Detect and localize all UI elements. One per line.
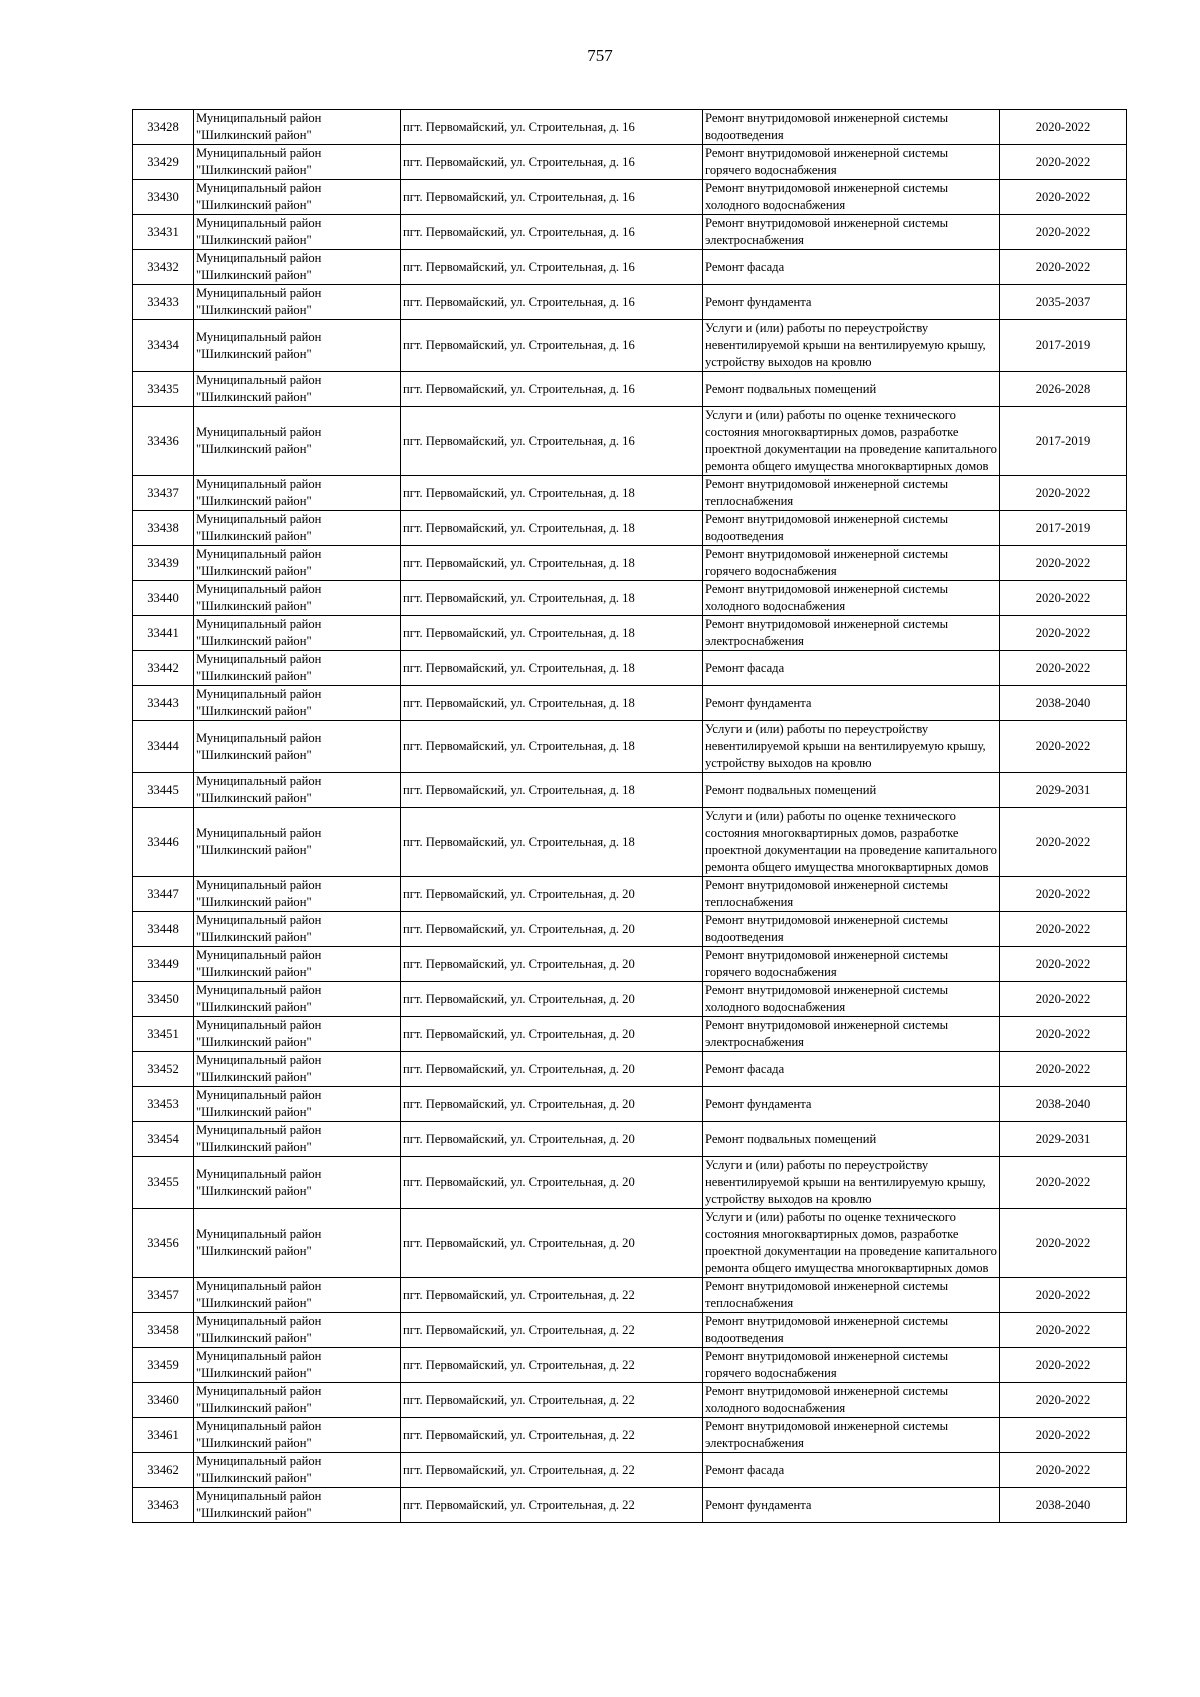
table-row xyxy=(133,1209,1127,1278)
address-cell: пгт. Первомайский, ул. Строительная, д. 22 xyxy=(401,1383,703,1418)
table-row xyxy=(133,250,1127,285)
municipality-cell: Муниципальный район "Шилкинский район" xyxy=(194,1453,401,1488)
row-number-cell: 33458 xyxy=(133,1313,194,1348)
period-cell: 2020-2022 xyxy=(1000,546,1127,581)
table-row xyxy=(133,1278,1127,1313)
address-cell: пгт. Первомайский, ул. Строительная, д. 18 xyxy=(401,546,703,581)
work-type-cell: Ремонт внутридомовой инженерной системы теплоснабжения xyxy=(703,877,1000,912)
row-number-cell: 33436 xyxy=(133,407,194,476)
row-number-cell: 33459 xyxy=(133,1348,194,1383)
period-cell: 2020-2022 xyxy=(1000,1209,1127,1278)
period-cell: 2038-2040 xyxy=(1000,1488,1127,1523)
address-cell: пгт. Первомайский, ул. Строительная, д. 18 xyxy=(401,651,703,686)
row-number-cell: 33451 xyxy=(133,1017,194,1052)
table-row xyxy=(133,1418,1127,1453)
address-cell: пгт. Первомайский, ул. Строительная, д. 20 xyxy=(401,982,703,1017)
table-row xyxy=(133,877,1127,912)
address-cell: пгт. Первомайский, ул. Строительная, д. 20 xyxy=(401,1209,703,1278)
row-number-cell: 33463 xyxy=(133,1488,194,1523)
period-cell: 2020-2022 xyxy=(1000,250,1127,285)
municipality-cell: Муниципальный район "Шилкинский район" xyxy=(194,215,401,250)
work-type-cell: Ремонт внутридомовой инженерной системы водоотведения xyxy=(703,912,1000,947)
period-cell: 2020-2022 xyxy=(1000,1157,1127,1209)
work-type-cell: Ремонт внутридомовой инженерной системы холодного водоснабжения xyxy=(703,581,1000,616)
table-row xyxy=(133,1313,1127,1348)
row-number-cell: 33460 xyxy=(133,1383,194,1418)
table-row xyxy=(133,982,1127,1017)
row-number-cell: 33456 xyxy=(133,1209,194,1278)
table-row xyxy=(133,372,1127,407)
address-cell: пгт. Первомайский, ул. Строительная, д. 18 xyxy=(401,616,703,651)
table-row xyxy=(133,476,1127,511)
row-number-cell: 33449 xyxy=(133,947,194,982)
municipality-cell: Муниципальный район "Шилкинский район" xyxy=(194,250,401,285)
municipality-cell: Муниципальный район "Шилкинский район" xyxy=(194,1017,401,1052)
work-type-cell: Ремонт фасада xyxy=(703,651,1000,686)
table-row xyxy=(133,145,1127,180)
work-type-cell: Ремонт фасада xyxy=(703,1052,1000,1087)
municipality-cell: Муниципальный район "Шилкинский район" xyxy=(194,1418,401,1453)
table-row xyxy=(133,1453,1127,1488)
work-type-cell: Ремонт фундамента xyxy=(703,1488,1000,1523)
row-number-cell: 33433 xyxy=(133,285,194,320)
work-type-cell: Ремонт внутридомовой инженерной системы электроснабжения xyxy=(703,1017,1000,1052)
table-row xyxy=(133,1157,1127,1209)
address-cell: пгт. Первомайский, ул. Строительная, д. 20 xyxy=(401,1087,703,1122)
municipality-cell: Муниципальный район "Шилкинский район" xyxy=(194,1122,401,1157)
address-cell: пгт. Первомайский, ул. Строительная, д. 16 xyxy=(401,407,703,476)
work-type-cell: Ремонт внутридомовой инженерной системы электроснабжения xyxy=(703,215,1000,250)
row-number-cell: 33448 xyxy=(133,912,194,947)
municipality-cell: Муниципальный район "Шилкинский район" xyxy=(194,145,401,180)
municipality-cell: Муниципальный район "Шилкинский район" xyxy=(194,1278,401,1313)
table-row xyxy=(133,546,1127,581)
municipality-cell: Муниципальный район "Шилкинский район" xyxy=(194,546,401,581)
table-row xyxy=(133,285,1127,320)
period-cell: 2020-2022 xyxy=(1000,180,1127,215)
table-row xyxy=(133,686,1127,721)
address-cell: пгт. Первомайский, ул. Строительная, д. 22 xyxy=(401,1348,703,1383)
municipality-cell: Муниципальный район "Шилкинский район" xyxy=(194,180,401,215)
table-row xyxy=(133,1122,1127,1157)
address-cell: пгт. Первомайский, ул. Строительная, д. 16 xyxy=(401,285,703,320)
period-cell: 2020-2022 xyxy=(1000,616,1127,651)
row-number-cell: 33442 xyxy=(133,651,194,686)
municipality-cell: Муниципальный район "Шилкинский район" xyxy=(194,1157,401,1209)
table-row xyxy=(133,773,1127,808)
row-number-cell: 33446 xyxy=(133,808,194,877)
address-cell: пгт. Первомайский, ул. Строительная, д. 22 xyxy=(401,1453,703,1488)
period-cell: 2029-2031 xyxy=(1000,1122,1127,1157)
table-row xyxy=(133,511,1127,546)
address-cell: пгт. Первомайский, ул. Строительная, д. 20 xyxy=(401,912,703,947)
period-cell: 2020-2022 xyxy=(1000,651,1127,686)
address-cell: пгт. Первомайский, ул. Строительная, д. 20 xyxy=(401,1052,703,1087)
work-type-cell: Ремонт внутридомовой инженерной системы водоотведения xyxy=(703,1313,1000,1348)
table-row xyxy=(133,180,1127,215)
row-number-cell: 33439 xyxy=(133,546,194,581)
work-type-cell: Ремонт подвальных помещений xyxy=(703,1122,1000,1157)
municipality-cell: Муниципальный район "Шилкинский район" xyxy=(194,616,401,651)
period-cell: 2017-2019 xyxy=(1000,511,1127,546)
work-type-cell: Ремонт подвальных помещений xyxy=(703,372,1000,407)
address-cell: пгт. Первомайский, ул. Строительная, д. 22 xyxy=(401,1488,703,1523)
work-type-cell: Ремонт внутридомовой инженерной системы теплоснабжения xyxy=(703,1278,1000,1313)
table-row xyxy=(133,912,1127,947)
work-type-cell: Ремонт фундамента xyxy=(703,1087,1000,1122)
period-cell: 2020-2022 xyxy=(1000,1017,1127,1052)
work-type-cell: Услуги и (или) работы по переустройству невентилируемой крыши на вентилируемую крышу, устройству выходов на кровлю xyxy=(703,1157,1000,1209)
table-row xyxy=(133,407,1127,476)
table-row xyxy=(133,581,1127,616)
municipality-cell: Муниципальный район "Шилкинский район" xyxy=(194,686,401,721)
work-type-cell: Услуги и (или) работы по оценке технического состояния многоквартирных домов, разработке проектной документации на проведение капитального ремонта общего имущества многоквартирных домов xyxy=(703,407,1000,476)
work-type-cell: Услуги и (или) работы по переустройству невентилируемой крыши на вентилируемую крышу, устройству выходов на кровлю xyxy=(703,721,1000,773)
municipality-cell: Муниципальный район "Шилкинский район" xyxy=(194,476,401,511)
address-cell: пгт. Первомайский, ул. Строительная, д. 20 xyxy=(401,1157,703,1209)
row-number-cell: 33434 xyxy=(133,320,194,372)
address-cell: пгт. Первомайский, ул. Строительная, д. 16 xyxy=(401,110,703,145)
municipality-cell: Муниципальный район "Шилкинский район" xyxy=(194,1209,401,1278)
address-cell: пгт. Первомайский, ул. Строительная, д. 20 xyxy=(401,947,703,982)
address-cell: пгт. Первомайский, ул. Строительная, д. 22 xyxy=(401,1313,703,1348)
period-cell: 2020-2022 xyxy=(1000,877,1127,912)
address-cell: пгт. Первомайский, ул. Строительная, д. 18 xyxy=(401,511,703,546)
period-cell: 2020-2022 xyxy=(1000,215,1127,250)
period-cell: 2020-2022 xyxy=(1000,1278,1127,1313)
work-type-cell: Ремонт внутридомовой инженерной системы холодного водоснабжения xyxy=(703,1383,1000,1418)
address-cell: пгт. Первомайский, ул. Строительная, д. 20 xyxy=(401,1122,703,1157)
municipality-cell: Муниципальный район "Шилкинский район" xyxy=(194,285,401,320)
municipality-cell: Муниципальный район "Шилкинский район" xyxy=(194,808,401,877)
municipality-cell: Муниципальный район "Шилкинский район" xyxy=(194,877,401,912)
address-cell: пгт. Первомайский, ул. Строительная, д. 20 xyxy=(401,877,703,912)
period-cell: 2020-2022 xyxy=(1000,1383,1127,1418)
row-number-cell: 33462 xyxy=(133,1453,194,1488)
row-number-cell: 33450 xyxy=(133,982,194,1017)
municipality-cell: Муниципальный район "Шилкинский район" xyxy=(194,1383,401,1418)
row-number-cell: 33437 xyxy=(133,476,194,511)
period-cell: 2038-2040 xyxy=(1000,686,1127,721)
work-type-cell: Ремонт фундамента xyxy=(703,285,1000,320)
address-cell: пгт. Первомайский, ул. Строительная, д. 16 xyxy=(401,145,703,180)
municipality-cell: Муниципальный район "Шилкинский район" xyxy=(194,721,401,773)
work-type-cell: Услуги и (или) работы по оценке технического состояния многоквартирных домов, разработке проектной документации на проведение капитального ремонта общего имущества многоквартирных домов xyxy=(703,1209,1000,1278)
period-cell: 2035-2037 xyxy=(1000,285,1127,320)
table-row xyxy=(133,320,1127,372)
address-cell: пгт. Первомайский, ул. Строительная, д. 16 xyxy=(401,320,703,372)
address-cell: пгт. Первомайский, ул. Строительная, д. 18 xyxy=(401,721,703,773)
municipality-cell: Муниципальный район "Шилкинский район" xyxy=(194,511,401,546)
capital-repair-table xyxy=(132,109,1127,1523)
table-row xyxy=(133,808,1127,877)
municipality-cell: Муниципальный район "Шилкинский район" xyxy=(194,1087,401,1122)
row-number-cell: 33445 xyxy=(133,773,194,808)
row-number-cell: 33454 xyxy=(133,1122,194,1157)
period-cell: 2020-2022 xyxy=(1000,1052,1127,1087)
row-number-cell: 33455 xyxy=(133,1157,194,1209)
work-type-cell: Ремонт внутридомовой инженерной системы холодного водоснабжения xyxy=(703,180,1000,215)
table-row xyxy=(133,1348,1127,1383)
period-cell: 2026-2028 xyxy=(1000,372,1127,407)
row-number-cell: 33441 xyxy=(133,616,194,651)
municipality-cell: Муниципальный район "Шилкинский район" xyxy=(194,110,401,145)
table-row xyxy=(133,721,1127,773)
table-row xyxy=(133,616,1127,651)
municipality-cell: Муниципальный район "Шилкинский район" xyxy=(194,1313,401,1348)
table-row xyxy=(133,110,1127,145)
period-cell: 2020-2022 xyxy=(1000,947,1127,982)
period-cell: 2020-2022 xyxy=(1000,982,1127,1017)
municipality-cell: Муниципальный район "Шилкинский район" xyxy=(194,912,401,947)
period-cell: 2020-2022 xyxy=(1000,721,1127,773)
address-cell: пгт. Первомайский, ул. Строительная, д. 18 xyxy=(401,476,703,511)
municipality-cell: Муниципальный район "Шилкинский район" xyxy=(194,372,401,407)
period-cell: 2029-2031 xyxy=(1000,773,1127,808)
work-type-cell: Ремонт внутридомовой инженерной системы электроснабжения xyxy=(703,1418,1000,1453)
period-cell: 2020-2022 xyxy=(1000,110,1127,145)
row-number-cell: 33447 xyxy=(133,877,194,912)
municipality-cell: Муниципальный район "Шилкинский район" xyxy=(194,1052,401,1087)
table-row xyxy=(133,1017,1127,1052)
row-number-cell: 33440 xyxy=(133,581,194,616)
address-cell: пгт. Первомайский, ул. Строительная, д. 18 xyxy=(401,686,703,721)
municipality-cell: Муниципальный район "Шилкинский район" xyxy=(194,1488,401,1523)
work-type-cell: Ремонт внутридомовой инженерной системы горячего водоснабжения xyxy=(703,1348,1000,1383)
table-row xyxy=(133,1052,1127,1087)
work-type-cell: Ремонт внутридомовой инженерной системы водоотведения xyxy=(703,110,1000,145)
row-number-cell: 33438 xyxy=(133,511,194,546)
address-cell: пгт. Первомайский, ул. Строительная, д. 22 xyxy=(401,1278,703,1313)
row-number-cell: 33443 xyxy=(133,686,194,721)
address-cell: пгт. Первомайский, ул. Строительная, д. 18 xyxy=(401,808,703,877)
work-type-cell: Ремонт внутридомовой инженерной системы холодного водоснабжения xyxy=(703,982,1000,1017)
address-cell: пгт. Первомайский, ул. Строительная, д. 18 xyxy=(401,773,703,808)
period-cell: 2017-2019 xyxy=(1000,320,1127,372)
table-row xyxy=(133,215,1127,250)
row-number-cell: 33444 xyxy=(133,721,194,773)
period-cell: 2020-2022 xyxy=(1000,1313,1127,1348)
address-cell: пгт. Первомайский, ул. Строительная, д. 22 xyxy=(401,1418,703,1453)
work-type-cell: Ремонт фасада xyxy=(703,1453,1000,1488)
row-number-cell: 33435 xyxy=(133,372,194,407)
address-cell: пгт. Первомайский, ул. Строительная, д. 16 xyxy=(401,250,703,285)
table-row xyxy=(133,1087,1127,1122)
row-number-cell: 33429 xyxy=(133,145,194,180)
period-cell: 2020-2022 xyxy=(1000,808,1127,877)
period-cell: 2020-2022 xyxy=(1000,145,1127,180)
municipality-cell: Муниципальный район "Шилкинский район" xyxy=(194,947,401,982)
period-cell: 2020-2022 xyxy=(1000,1418,1127,1453)
table-body xyxy=(133,110,1127,1523)
table-row xyxy=(133,1383,1127,1418)
address-cell: пгт. Первомайский, ул. Строительная, д. 20 xyxy=(401,1017,703,1052)
work-type-cell: Ремонт внутридомовой инженерной системы электроснабжения xyxy=(703,616,1000,651)
period-cell: 2020-2022 xyxy=(1000,476,1127,511)
row-number-cell: 33453 xyxy=(133,1087,194,1122)
period-cell: 2038-2040 xyxy=(1000,1087,1127,1122)
row-number-cell: 33461 xyxy=(133,1418,194,1453)
row-number-cell: 33431 xyxy=(133,215,194,250)
work-type-cell: Услуги и (или) работы по переустройству невентилируемой крыши на вентилируемую крышу, устройству выходов на кровлю xyxy=(703,320,1000,372)
row-number-cell: 33428 xyxy=(133,110,194,145)
row-number-cell: 33457 xyxy=(133,1278,194,1313)
table-row xyxy=(133,1488,1127,1523)
work-type-cell: Ремонт внутридомовой инженерной системы водоотведения xyxy=(703,511,1000,546)
period-cell: 2020-2022 xyxy=(1000,581,1127,616)
municipality-cell: Муниципальный район "Шилкинский район" xyxy=(194,982,401,1017)
table-row xyxy=(133,947,1127,982)
address-cell: пгт. Первомайский, ул. Строительная, д. 16 xyxy=(401,372,703,407)
work-type-cell: Ремонт фасада xyxy=(703,250,1000,285)
municipality-cell: Муниципальный район "Шилкинский район" xyxy=(194,651,401,686)
address-cell: пгт. Первомайский, ул. Строительная, д. 16 xyxy=(401,215,703,250)
work-type-cell: Ремонт внутридомовой инженерной системы горячего водоснабжения xyxy=(703,947,1000,982)
address-cell: пгт. Первомайский, ул. Строительная, д. 16 xyxy=(401,180,703,215)
address-cell: пгт. Первомайский, ул. Строительная, д. 18 xyxy=(401,581,703,616)
row-number-cell: 33432 xyxy=(133,250,194,285)
municipality-cell: Муниципальный район "Шилкинский район" xyxy=(194,1348,401,1383)
period-cell: 2020-2022 xyxy=(1000,912,1127,947)
period-cell: 2020-2022 xyxy=(1000,1348,1127,1383)
row-number-cell: 33430 xyxy=(133,180,194,215)
work-type-cell: Ремонт фундамента xyxy=(703,686,1000,721)
municipality-cell: Муниципальный район "Шилкинский район" xyxy=(194,773,401,808)
period-cell: 2017-2019 xyxy=(1000,407,1127,476)
page-number: 757 xyxy=(587,46,613,65)
work-type-cell: Ремонт внутридомовой инженерной системы горячего водоснабжения xyxy=(703,145,1000,180)
municipality-cell: Муниципальный район "Шилкинский район" xyxy=(194,320,401,372)
municipality-cell: Муниципальный район "Шилкинский район" xyxy=(194,581,401,616)
work-type-cell: Ремонт подвальных помещений xyxy=(703,773,1000,808)
row-number-cell: 33452 xyxy=(133,1052,194,1087)
municipality-cell: Муниципальный район "Шилкинский район" xyxy=(194,407,401,476)
work-type-cell: Ремонт внутридомовой инженерной системы горячего водоснабжения xyxy=(703,546,1000,581)
table-row xyxy=(133,651,1127,686)
work-type-cell: Ремонт внутридомовой инженерной системы теплоснабжения xyxy=(703,476,1000,511)
work-type-cell: Услуги и (или) работы по оценке технического состояния многоквартирных домов, разработке проектной документации на проведение капитального ремонта общего имущества многоквартирных домов xyxy=(703,808,1000,877)
period-cell: 2020-2022 xyxy=(1000,1453,1127,1488)
